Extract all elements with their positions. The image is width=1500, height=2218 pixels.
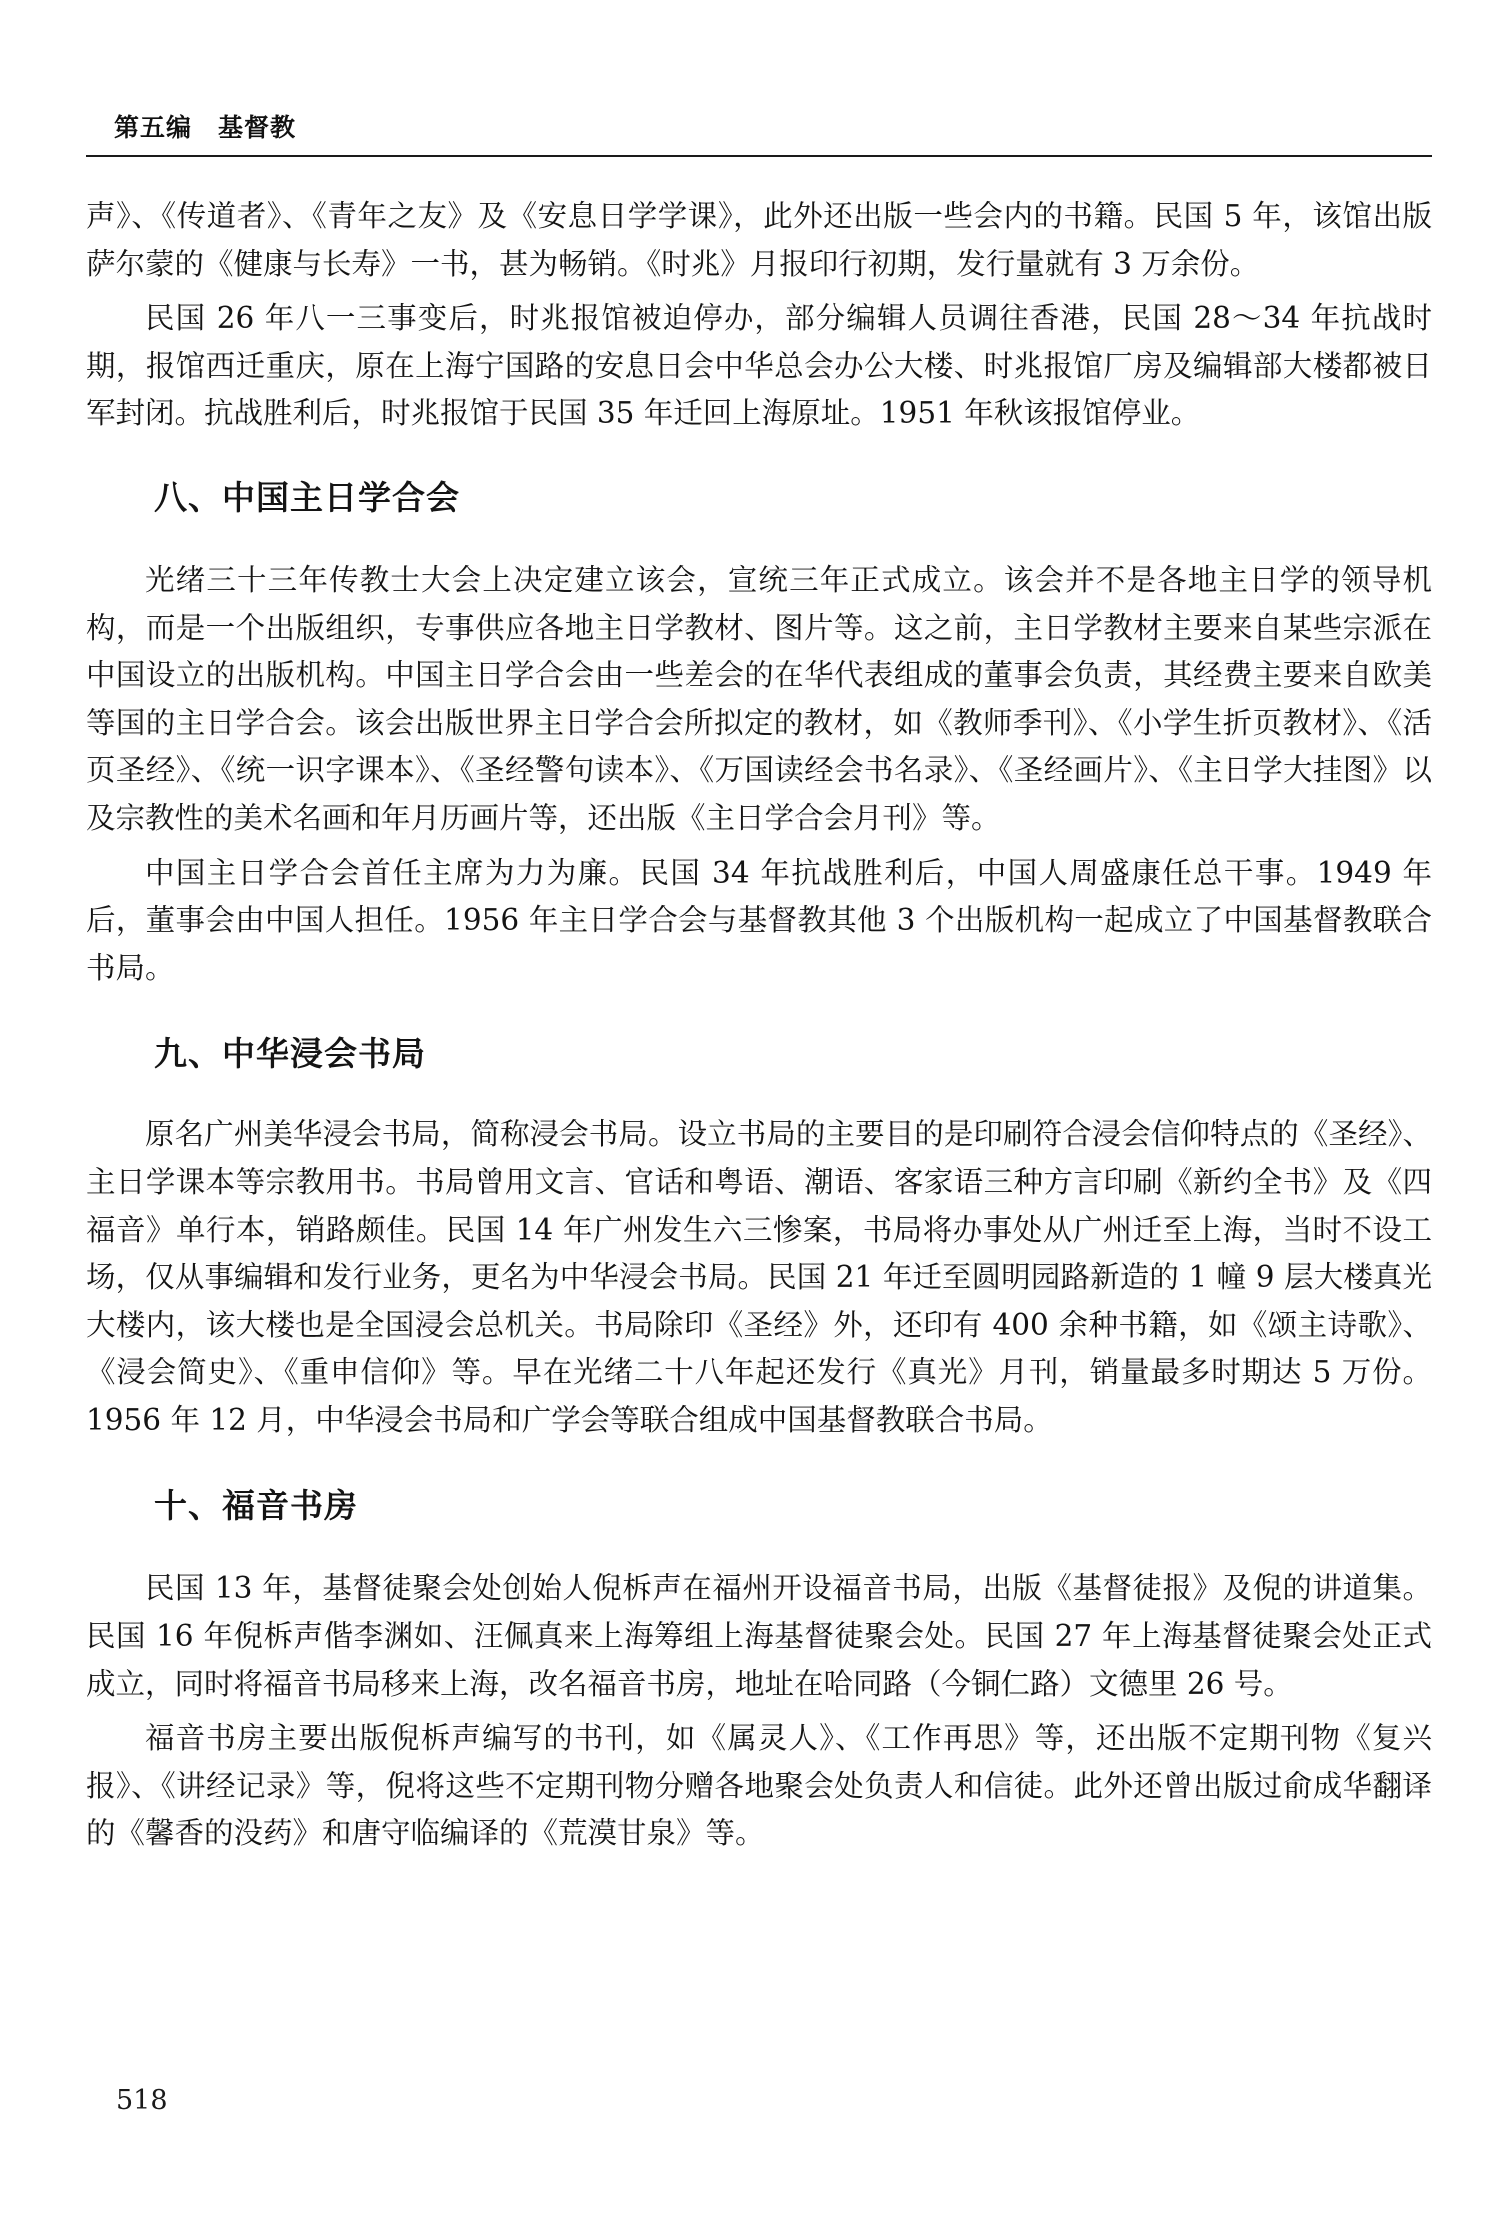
section-title: 九、中华浸会书局 xyxy=(154,1034,426,1074)
paragraph: 福音书房主要出版倪柝声编写的书刊，如《属灵人》、《工作再思》等，还出版不定期刊物《复兴报》、《讲经记录》等，倪将这些不定期刊物分赠各地聚会处负责人和信徒。此外还曾出版过俞成华翻译的《馨香的没药》和唐守临编译的《荒漠甘泉》等。 xyxy=(86,1721,1432,1851)
paragraph: 中国主日学合会首任主席为力为廉。民国 34 年抗战胜利后，中国人周盛康任总干事。1949 年后，董事会由中国人担任。1956 年主日学合会与基督教其他 3 个出版机构一起成立了中国基督教联合书局。 xyxy=(86,855,1432,985)
paragraph: 光绪三十三年传教士大会上决定建立该会，宣统三年正式成立。该会并不是各地主日学的领导机构，而是一个出版组织，专事供应各地主日学教材、图片等。这之前，主日学教材主要来自某些宗派在中国设立的出版机构。中国主日学合会由一些差会的在华代表组成的董事会负责，其经费主要来自欧美等国的主日学合会。该会出版世界主日学合会所拟定的教材，如《教师季刊》、《小学生折页教材》、《活页圣经》、《统一识字课本》、《圣经警句读本》、《万国读经会书名录》、《圣经画片》、《主日学大挂图》以及宗教性的美术名画和年月历画片等，还出版《主日学合会月刊》等。 xyxy=(86,562,1432,835)
paragraph: 民国 13 年，基督徒聚会处创始人倪柝声在福州开设福音书局，出版《基督徒报》及倪的讲道集。民国 16 年倪柝声偕李渊如、汪佩真来上海筹组上海基督徒聚会处。民国 27 年上海基督徒聚会处正式成立，同时将福音书局移来上海，改名福音书房，地址在哈同路（今铜仁路）文德里 26 号。 xyxy=(86,1571,1432,1701)
running-head-chapter: 基督教 xyxy=(218,113,297,142)
paragraph: 民国 26 年八一三事变后，时兆报馆被迫停办，部分编辑人员调往香港，民国 28～34 年抗战时期，报馆西迁重庆，原在上海宁国路的安息日会中华总会办公大楼、时兆报馆厂房及编辑部大楼都被日军封闭。抗战胜利后，时兆报馆于民国 35 年迁回上海原址。1951 年秋该报馆停业。 xyxy=(86,301,1432,431)
running-head xyxy=(114,108,296,144)
paragraph: 声》、《传道者》、《青年之友》及《安息日学学课》，此外还出版一些会内的书籍。民国 5 年，该馆出版萨尔蒙的《健康与长寿》一书，甚为畅销。《时兆》月报印行初期，发行量就有 3 万余份。 xyxy=(86,199,1432,281)
section-title: 十、福音书房 xyxy=(154,1486,358,1526)
paragraph: 原名广州美华浸会书局，简称浸会书局。设立书局的主要目的是印刷符合浸会信仰特点的《圣经》、主日学课本等宗教用书。书局曾用文言、官话和粤语、潮语、客家语三种方言印刷《新约全书》及《四福音》单行本，销路颇佳。民国 14 年广州发生六三惨案，书局将办事处从广州迁至上海，当时不设工场，仅从事编辑和发行业务，更名为中华浸会书局。民国 21 年迁至圆明园路新造的 1 幢 9 层大楼真光大楼内，该大楼也是全国浸会总机关。书局除印《圣经》外，还印有 400 余种书籍，如《颂主诗歌》、《浸会简史》、《重申信仰》等。早在光绪二十八年起还发行《真光》月刊，销量最多时期达 5 万份。1956 年 12 月，中华浸会书局和广学会等联合组成中国基督教联合书局。 xyxy=(86,1117,1432,1437)
page-body xyxy=(86,193,1432,1858)
section-title: 八、中国主日学合会 xyxy=(154,477,460,517)
page-number: 518 xyxy=(116,2085,168,2116)
running-head-part: 第五编 xyxy=(114,113,193,142)
header-rule xyxy=(86,155,1432,157)
